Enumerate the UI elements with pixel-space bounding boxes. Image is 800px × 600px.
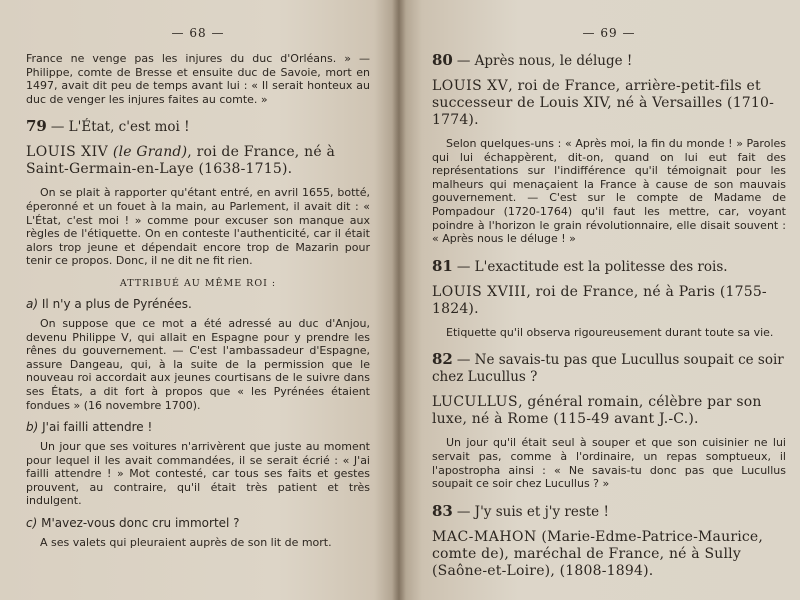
entry-body: Etiquette qu'il observa rigoureusement durant toute sa vie. <box>446 325 774 339</box>
entry-body: On se plait à rapporter qu'étant entré, en avril 1655, botté, éperonné et un fouet à la main, au Parlement, il avait dit : « L'État, c'est moi ! » comme pour excuser son manque aux règles de l'étiquette. On en conteste l'authenticité, car il était alors trop jeune et dépendait encore trop de Mazarin pour tenir ce propos. Donc, il ne dit ne fit rien. <box>26 186 370 268</box>
entry-attribution <box>26 144 370 178</box>
entry-body: Un jour qu'il était seul à souper et que son cuisinier ne lui servait pas, comme à l'ordinaire, un repas somptueux, il l'apostropha ainsi : « Ne savais-tu donc pas que Lucullus soupait ce soir chez Lucullus ? » <box>432 436 786 491</box>
entry-number: 80 <box>432 51 453 69</box>
entry-title: — L'exactitude est la politesse des rois. <box>456 258 728 275</box>
sub-letter: a) <box>26 296 39 311</box>
page-number: — 68 — <box>171 26 225 40</box>
entry-attribution <box>432 78 786 129</box>
sub-body-a: On suppose que ce mot a été adressé au duc d'Anjou, devenu Philippe V, qui allait en Espagne pour y prendre les rênes du gouvernement. — C'est l'ambassadeur d'Espagne, assure Dangeau, qui, à la suite de la permission que le nouveau roi accordait aux jeunes courtisans de le suivre dans ses États, a dit fort à propos que « les Pyrénées étaient fondues » (16 novembre 1700). <box>26 316 370 412</box>
sub-title: Il n'y a plus de Pyrénées. <box>41 296 192 311</box>
attribution-name: LOUIS XIV <box>26 144 109 161</box>
sub-body-c: A ses valets qui pleuraient auprès de son lit de mort. <box>40 536 332 550</box>
sub-heading-a <box>26 297 370 311</box>
entry-title: — Ne savais-tu pas que Lucullus soupait ce soir chez Lucullus ? <box>432 352 784 386</box>
sub-letter: c) <box>26 516 38 531</box>
right-page <box>398 0 800 600</box>
entry-heading-79 <box>26 118 370 136</box>
entry-title: — Après nous, le déluge ! <box>456 53 633 69</box>
entry-attribution <box>432 529 786 580</box>
attribution-details: , roi de France, arrière-petit-fils et successeur de Louis XIV, né à Versailles (1710-1774). <box>432 78 775 128</box>
sub-heading-b <box>26 420 370 434</box>
sub-title: J'ai failli attendre ! <box>42 420 153 435</box>
entry-body: Selon quelques-uns : « Après moi, la fin du monde ! » Paroles qui lui échappèrent, dit-on, quand on lui eut fait des représentations sur l'indifférence qu'il témoignait pour les malheurs qui menaçaient la France à cause de son mauvais gouvernement. — C'est sur le compte de Madame de Pompadour (1720-1764) qu'il faut les mettre, car, voyant poindre à l'horizon le grain révolutionnaire, elle disait souvent : « Après nous le déluge ! » <box>432 137 786 246</box>
attribution-details: , roi de France, né à Paris (1755-1824). <box>432 283 767 317</box>
entry-title: — L'État, c'est moi ! <box>50 119 190 136</box>
attribution-name: MAC-MAHON <box>432 528 537 545</box>
entry-heading-83 <box>432 503 786 521</box>
page-number: — 69 — <box>582 26 636 40</box>
left-page <box>0 0 398 600</box>
attribution-epithet: (le Grand) <box>112 144 188 161</box>
entry-heading-80 <box>432 52 786 70</box>
attribution-details: , roi de France, né à Saint-Germain-en-Laye (1638-1715). <box>26 144 336 178</box>
attribution-name: LOUIS XV <box>432 78 509 94</box>
entry-attribution <box>432 284 786 318</box>
book-gutter <box>392 0 406 600</box>
sub-letter: b) <box>26 420 39 435</box>
entry-heading-81 <box>432 258 786 276</box>
entry-title: — J'y suis et j'y reste ! <box>456 503 609 520</box>
opening-paragraph: France ne venge pas les injures du duc d'Orléans. » — Philippe, comte de Bresse et ensuite duc de Savoie, mort en 1497, avait dit peu de temps avant lui : « Il serait honteux au duc de venger les injures faites au comte. » <box>26 52 370 106</box>
entry-number: 81 <box>432 256 453 275</box>
sub-title: M'avez-vous donc cru immortel ? <box>41 516 240 531</box>
sub-body-b: Un jour que ses voitures n'arrivèrent que juste au moment pour lequel il les avait commandées, il se serait écrié : « J'ai failli attendre ! » Mot contesté, car tous ses faits et gestes prouvent, au contraire, qu'il était très patient et très indulgent. <box>26 440 370 508</box>
sub-heading-c <box>26 516 370 530</box>
subsection-label: ATTRIBUÉ AU MÊME ROI : <box>119 277 277 289</box>
attribution-details: (Marie-Edme-Patrice-Maurice, comte de), maréchal de France, né à Sully (Saône-et-Loire), (1808-1894). <box>432 528 764 579</box>
entry-number: 79 <box>26 117 47 136</box>
entry-heading-82 <box>432 351 786 386</box>
entry-number: 83 <box>432 501 453 520</box>
attribution-details: , général romain, célèbre par son luxe, né à Rome (115-49 avant J.-C.). <box>432 394 762 428</box>
entry-number: 82 <box>432 350 453 369</box>
attribution-name: LOUIS XVIII <box>432 283 527 300</box>
entry-attribution <box>432 394 786 428</box>
attribution-name: LUCULLUS <box>432 394 519 411</box>
